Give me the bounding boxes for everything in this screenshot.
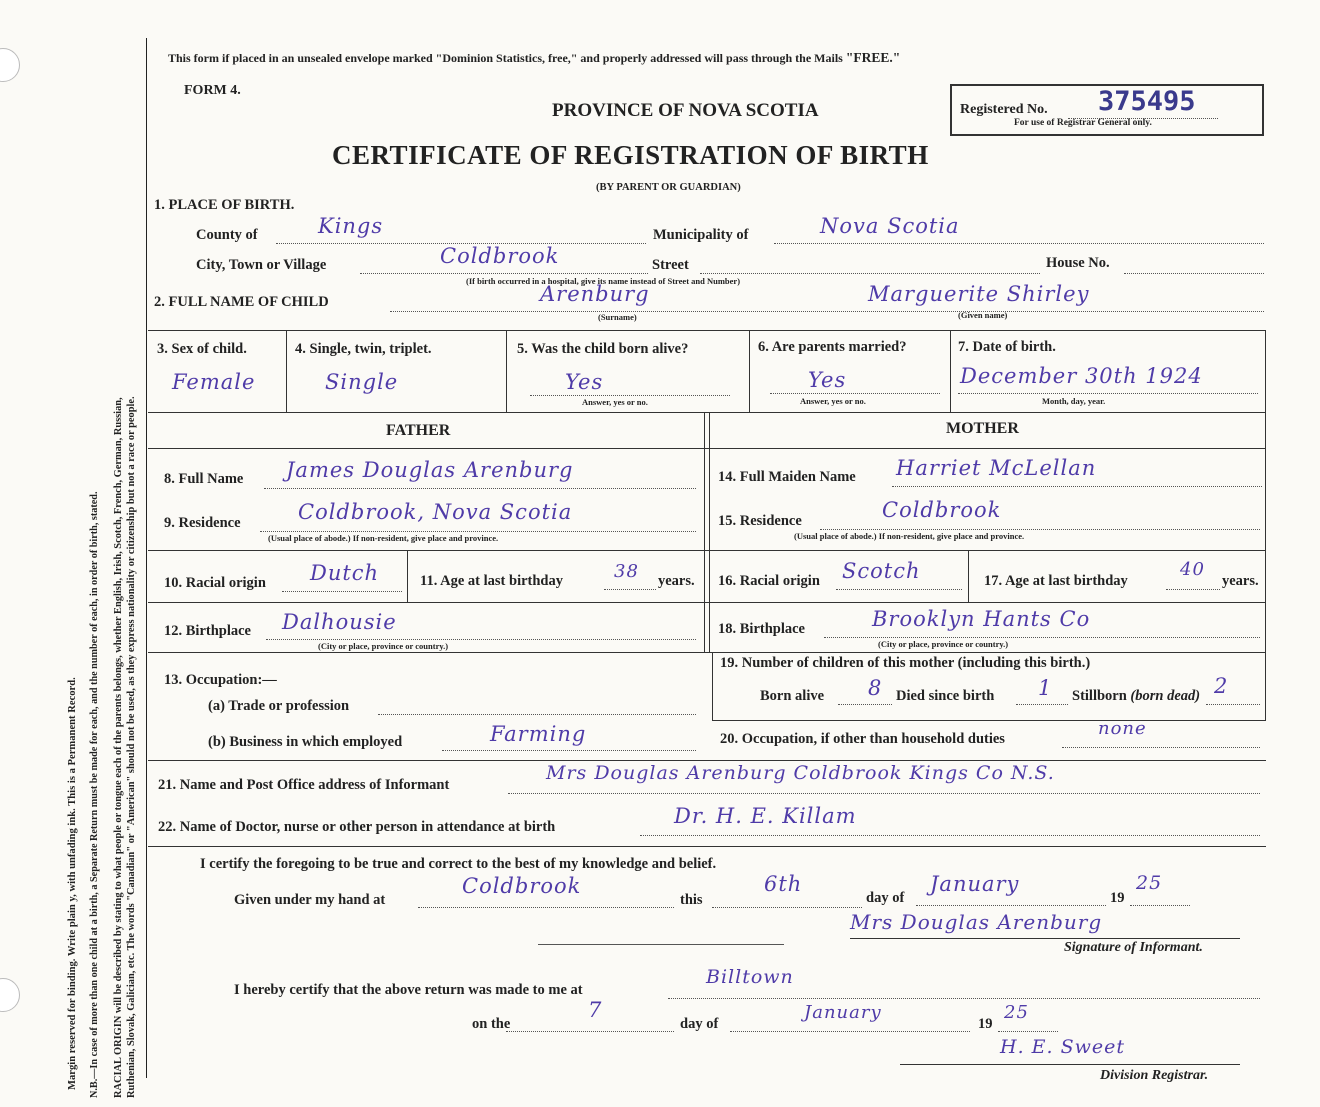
business-label: (b) Business in which employed	[208, 734, 403, 750]
plurality-value: Single	[325, 370, 399, 394]
registrar-month: January	[804, 1002, 882, 1023]
father-birthplace-value: Dalhousie	[282, 610, 397, 634]
certification-year: 25	[1136, 872, 1163, 894]
child-given-name: Marguerite Shirley	[868, 282, 1090, 306]
this-label: this	[680, 892, 703, 908]
father-name-label: 8. Full Name	[164, 471, 244, 487]
certificate-title: CERTIFICATE OF REGISTRATION OF BIRTH	[332, 140, 929, 170]
margin-note-racial-1: RACIAL ORIGIN will be described by stating to what people or tongue each of the parents belongs, whether English, Irish, Scotch, French, German, Russian,	[113, 397, 124, 1098]
mother-name-value: Harriet McLellan	[896, 456, 1097, 480]
binding-hole-top	[0, 48, 20, 82]
father-residence-value: Coldbrook, Nova Scotia	[298, 500, 573, 524]
born-alive-value: Yes	[565, 370, 604, 394]
mother-occupation-label: 20. Occupation, if other than household duties	[720, 731, 1005, 747]
certification-day: 6th	[764, 872, 803, 896]
certification-place: Coldbrook	[462, 874, 582, 898]
children-count-label: 19. Number of children of this mother (including this birth.)	[720, 655, 1091, 671]
date-of-birth-caption: Month, day, year.	[1042, 396, 1106, 406]
place-of-birth-label: 1. PLACE OF BIRTH.	[154, 197, 295, 213]
father-birthplace-label: 12. Birthplace	[164, 623, 251, 639]
certification-year-prefix: 19	[1110, 890, 1125, 906]
mother-birthplace-label: 18. Birthplace	[718, 621, 805, 637]
registrar-note: For use of Registrar General only.	[1014, 118, 1152, 128]
mother-birthplace-value: Brooklyn Hants Co	[872, 607, 1091, 631]
hospital-note: (If birth occurred in a hospital, give its name instead of Street and Number)	[466, 276, 741, 286]
postal-notice: This form if placed in an unsealed envelope marked "Dominion Statistics, free," and properly addressed will pass through the Mails "FREE."	[168, 50, 901, 65]
mother-age-label: 17. Age at last birthday	[984, 573, 1128, 589]
certificate-subtitle: (BY PARENT OR GUARDIAN)	[596, 182, 741, 193]
child-name-label: 2. FULL NAME OF CHILD	[154, 294, 329, 310]
municipality-value: Nova Scotia	[820, 214, 960, 238]
father-residence-label: 9. Residence	[164, 515, 241, 531]
stillborn-count: 2	[1214, 674, 1229, 698]
registrar-on-the-label: on the	[472, 1016, 511, 1032]
division-registrar-caption: Division Registrar.	[1100, 1068, 1209, 1083]
sex-label: 3. Sex of child.	[157, 341, 247, 357]
father-birthplace-caption: (City or place, province or country.)	[318, 641, 449, 651]
parents-married-caption: Answer, yes or no.	[800, 396, 866, 406]
business-value: Farming	[490, 722, 587, 746]
child-surname: Arenburg	[540, 282, 650, 306]
informant-signature: Mrs Douglas Arenburg	[850, 910, 1103, 934]
given-under-label: Given under my hand at	[234, 892, 386, 908]
form-number: FORM 4.	[184, 83, 241, 98]
registrar-statement: I hereby certify that the above return was made to me at	[234, 982, 583, 998]
mother-occupation-value: none	[1098, 718, 1147, 739]
registrar-signature: H. E. Sweet	[1000, 1036, 1125, 1058]
mother-racial-origin-label: 16. Racial origin	[718, 573, 820, 589]
father-heading: FATHER	[386, 422, 451, 439]
mother-residence-label: 15. Residence	[718, 513, 802, 529]
margin-note-binding: Margin reserved for binding. Write plain y, with unfading ink. This is a Permanent Record.	[67, 677, 78, 1090]
mother-residence-value: Coldbrook	[882, 498, 1002, 522]
mother-years-label: years.	[1222, 573, 1259, 589]
registrar-year: 25	[1004, 1002, 1029, 1023]
registered-number: 375495	[1098, 86, 1196, 117]
father-age-value: 38	[614, 561, 639, 582]
doctor-value: Dr. H. E. Killam	[674, 804, 857, 828]
house-number-label: House No.	[1046, 255, 1110, 271]
sex-value: Female	[172, 370, 256, 394]
street-label: Street	[652, 257, 689, 273]
county-value: Kings	[318, 214, 384, 238]
father-years-label: years.	[658, 573, 695, 589]
mother-racial-origin-value: Scotch	[842, 559, 921, 583]
parents-married-label: 6. Are parents married?	[758, 339, 907, 355]
parents-married-value: Yes	[808, 368, 847, 392]
registered-number-box	[950, 84, 1264, 136]
father-age-label: 11. Age at last birthday	[420, 573, 563, 589]
father-racial-origin-label: 10. Racial origin	[164, 575, 266, 591]
mother-heading: MOTHER	[946, 420, 1019, 437]
certification-month: January	[930, 872, 1020, 896]
province-heading: PROVINCE OF NOVA SCOTIA	[552, 100, 819, 121]
born-alive-label: 5. Was the child born alive?	[517, 341, 689, 357]
born-alive-count: 8	[868, 676, 883, 700]
mother-residence-caption: (Usual place of abode.) If non-resident, give place and province.	[794, 531, 1025, 541]
died-since-birth-label: Died since birth	[896, 688, 995, 704]
trade-label: (a) Trade or profession	[208, 698, 350, 714]
plurality-label: 4. Single, twin, triplet.	[295, 341, 432, 357]
mother-birthplace-caption: (City or place, province or country.)	[878, 639, 1009, 649]
informant-signature-caption: Signature of Informant.	[1064, 940, 1203, 955]
father-racial-origin-value: Dutch	[310, 561, 380, 585]
binding-hole-bottom	[0, 978, 20, 1012]
mother-age-value: 40	[1180, 559, 1205, 580]
registrar-day: 7	[588, 998, 603, 1022]
registered-label: Registered No.	[960, 102, 1048, 117]
occupation-label: 13. Occupation:—	[164, 672, 277, 688]
stillborn-label: Stillborn (born dead)	[1072, 688, 1201, 704]
informant-value: Mrs Douglas Arenburg Coldbrook Kings Co N.S.	[546, 762, 1055, 784]
date-of-birth-value: December 30th 1924	[960, 364, 1203, 388]
certification-day-of-label: day of	[866, 890, 905, 906]
born-alive-caption: Answer, yes or no.	[582, 397, 648, 407]
died-since-birth-count: 1	[1038, 676, 1053, 700]
surname-caption: (Surname)	[598, 312, 637, 322]
doctor-label: 22. Name of Doctor, nurse or other person in attendance at birth	[158, 819, 556, 835]
registrar-day-of-label: day of	[680, 1016, 719, 1032]
city-value: Coldbrook	[440, 244, 560, 268]
city-label: City, Town or Village	[196, 257, 327, 273]
registrar-year-prefix: 19	[978, 1016, 993, 1032]
registrar-place: Billtown	[706, 966, 794, 988]
date-of-birth-label: 7. Date of birth.	[958, 339, 1056, 355]
margin-note-racial-2: Ruthenian, Slovak, Galician, etc. The words "Canadian" or "American" should not be used, as they express nationality or citizenship but not a race or people.	[126, 396, 137, 1098]
county-label: County of	[196, 227, 258, 243]
municipality-label: Municipality of	[653, 227, 749, 243]
certification-statement: I certify the foregoing to be true and correct to the best of my knowledge and belief.	[200, 856, 717, 872]
born-alive-count-label: Born alive	[760, 688, 825, 704]
father-residence-caption: (Usual place of abode.) If non-resident, give place and province.	[268, 533, 499, 543]
father-name-value: James Douglas Arenburg	[286, 458, 574, 482]
mother-name-label: 14. Full Maiden Name	[718, 469, 856, 485]
margin-rule	[146, 38, 147, 1078]
informant-label: 21. Name and Post Office address of Informant	[158, 777, 450, 793]
margin-note-nb: N.B.—In case of more than one child at a birth, a Separate Return must be made for each, and the number of each, in order of birth, stated.	[89, 491, 100, 1098]
given-name-caption: (Given name)	[958, 310, 1008, 320]
